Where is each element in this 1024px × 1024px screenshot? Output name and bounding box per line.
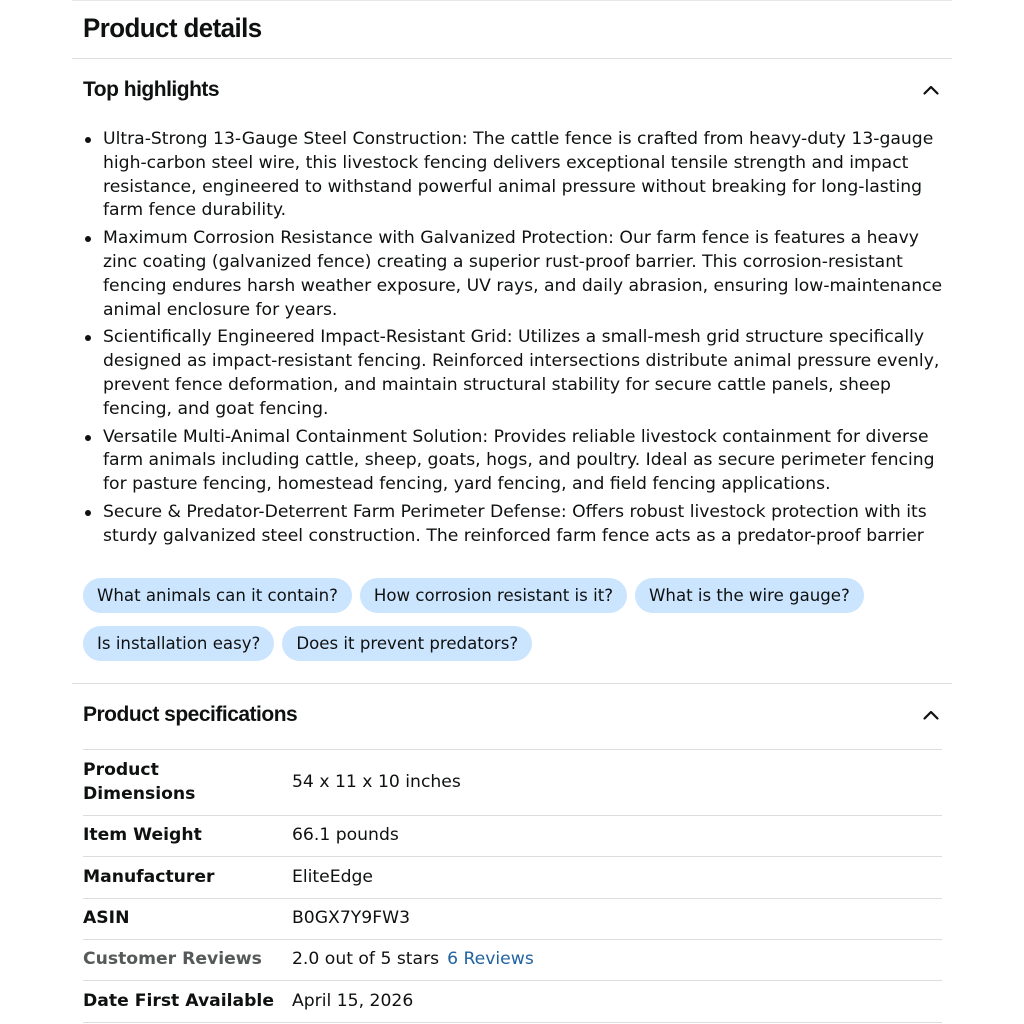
product-specifications-title: Product specifications [83,703,298,726]
highlight-text: Secure & Predator-Deterrent Farm Perimeter Defense: Offers robust livestock protection with its sturdy galvanized steel construction. The reinforced farm fence acts as a predator-proof barrier [103,501,927,546]
question-chip-installation[interactable]: Is installation easy? [83,626,274,661]
highlight-text: Ultra-Strong 13-Gauge Steel Construction: The cattle fence is crafted from heavy-duty 13-gauge high-carbon steel wire, this livestock fencing delivers exceptional tensile strength and impact resistance, engineered to withstand powerful animal pressure without breaking for long-lasting farm fence durability. [103,129,934,221]
specifications-table [83,749,942,1023]
reviews-link[interactable]: 6 Reviews [447,949,534,970]
chip-row [83,578,943,613]
bullet-icon [85,236,91,242]
question-chip-predators[interactable]: Does it prevent predators? [282,626,532,661]
top-highlights-title: Top highlights [83,78,220,101]
list-item [83,326,943,421]
chip-row [83,626,943,661]
highlight-text: Maximum Corrosion Resistance with Galvanized Protection: Our farm fence is features a heavy zinc coating (galvanized fence) creating a superior rust-proof barrier. This corrosion-resistant fencing endures harsh weather exposure, UV rays, and daily abrasion, ensuring low-maintenance animal enclosure for years. [103,228,943,320]
top-highlights-header[interactable] [72,70,952,110]
table-row [83,750,942,816]
highlight-text: Versatile Multi-Animal Containment Solution: Provides reliable livestock containment for diverse farm animals including cattle, sheep, goats, hogs, and poultry. Ideal as secure perimeter fencing for pasture fencing, homestead fencing, yard fencing, and field fencing applications. [103,426,935,495]
section-divider [72,58,952,59]
bullet-icon [85,435,91,441]
list-item [83,426,943,497]
page-title: Product details [83,13,262,43]
spec-key-customer-reviews: Customer Reviews [83,949,262,970]
table-row [83,981,942,1023]
table-row [83,857,942,899]
bullet-icon [85,137,91,143]
spec-key-item-weight: Item Weight [83,825,202,846]
bullet-icon [85,510,91,516]
spec-key-asin: ASIN [83,908,130,929]
list-item [83,128,943,223]
spec-key-date-first-available: Date First Available [83,990,274,1011]
chevron-up-icon[interactable] [922,706,940,724]
question-chip-animals[interactable]: What animals can it contain? [83,578,352,613]
spec-key-product-dimensions: Product Dimensions [83,760,196,804]
top-divider [72,0,952,1]
section-divider [72,683,952,684]
question-chip-wire-gauge[interactable]: What is the wire gauge? [635,578,864,613]
spec-value-item-weight: 66.1 pounds [292,825,399,846]
suggested-questions [83,578,943,674]
spec-value-product-dimensions: 54 x 11 x 10 inches [292,771,461,792]
spec-value-date-first-available: April 15, 2026 [292,990,414,1011]
spec-value-asin: B0GX7Y9FW3 [292,908,411,929]
table-row [83,816,942,857]
chevron-up-icon[interactable] [922,81,940,99]
product-specifications-header[interactable] [72,695,952,735]
question-chip-corrosion[interactable]: How corrosion resistant is it? [360,578,627,613]
rating-text: 2.0 out of 5 stars [292,949,440,970]
table-row [83,899,942,940]
list-item [83,227,943,322]
spec-key-manufacturer: Manufacturer [83,866,215,887]
spec-value-manufacturer: EliteEdge [292,866,373,887]
list-item [83,501,943,549]
highlights-list [83,128,943,553]
spec-value-customer-reviews [292,940,942,981]
bullet-icon [85,335,91,341]
table-row [83,940,942,981]
highlight-text: Scientifically Engineered Impact-Resistant Grid: Utilizes a small-mesh grid structure specifically designed as impact-resistant fencing. Reinforced intersections distribute animal pressure evenly, prevent fence deformation, and maintain structural stability for secure cattle panels, sheep fencing, and goat fencing. [103,327,940,419]
